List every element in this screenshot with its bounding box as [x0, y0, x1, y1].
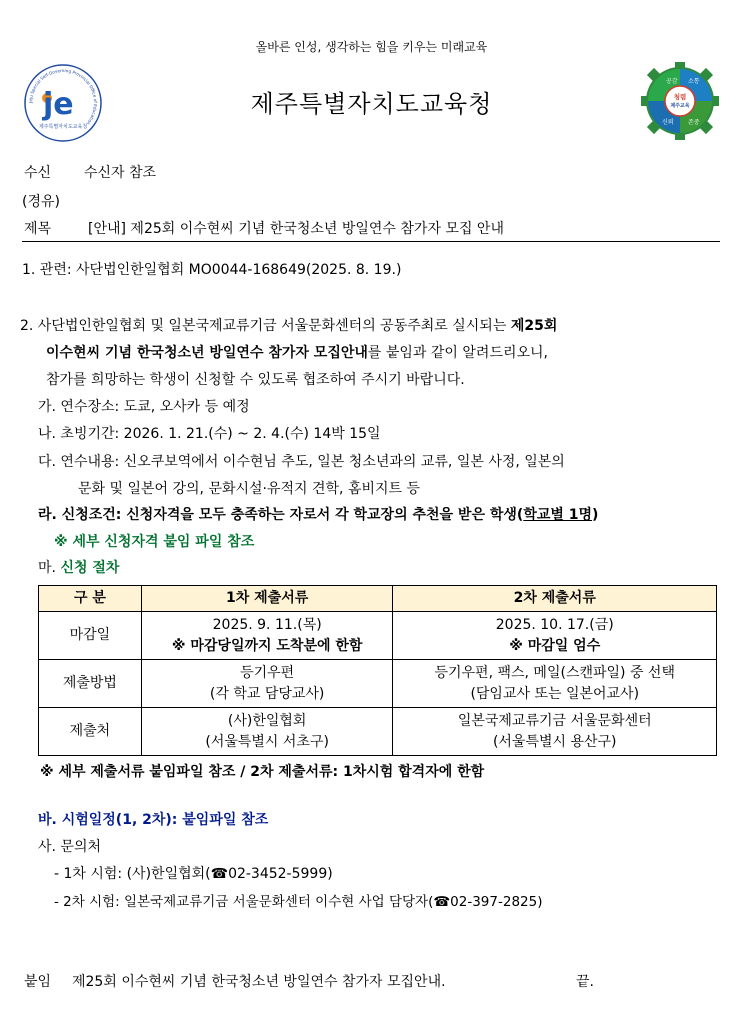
logo-caption: 제주특별자치도교육청: [38, 124, 88, 130]
cell-line: 등기우편: [240, 664, 295, 681]
contact-second-exam: [54, 890, 543, 910]
contact-second-close: ): [537, 894, 543, 910]
item-2-line-1-text: 2. 사단법인한일협회 및 일본국제교류기금 서울문화센터의 공동주최로 실시되는: [20, 318, 507, 334]
logo-segment-1: 공감: [666, 78, 678, 85]
cell-destination-second: [393, 708, 717, 756]
item-da-content-line-2: 문화 및 일본어 강의, 문화시설·유적지 견학, 홈비지트 등: [78, 481, 421, 497]
logo-segment-4: 존중: [688, 119, 700, 126]
logo-ring-text: Jeju Special Self-Governing Provincial Office of Education: [27, 67, 99, 126]
contact-second-phone[interactable]: 02-397-2825: [450, 894, 538, 910]
item-sa-contact: 사. 문의처: [38, 839, 101, 855]
item-ra-close: ): [592, 507, 599, 523]
right-logo: [640, 61, 720, 141]
item-ra-note: ※ 세부 신청자격 붙임 파일 참조: [54, 534, 255, 550]
item-2-line-1-bold: 제25회: [510, 318, 558, 334]
end-mark: 끝.: [576, 974, 594, 990]
item-2-line-3: 참가를 희망하는 학생이 신청할 수 있도록 협조하여 주시기 바랍니다.: [46, 372, 465, 388]
cell-line: 2025. 9. 11.(목): [212, 616, 322, 633]
row-label-deadline: 마감일: [39, 612, 142, 660]
table-row: [39, 660, 717, 708]
organization-name: 제주특별자치도교육청: [250, 90, 493, 118]
phone-icon: ☎: [210, 866, 229, 882]
submission-table: [38, 585, 717, 756]
logo-segment-3: 신뢰: [662, 119, 674, 126]
recipient-label: 수신: [24, 165, 52, 181]
table-header-first: 1차 제출서류: [141, 586, 393, 612]
recipient-value: 수신자 참조: [84, 165, 157, 181]
cell-line: 일본국제교류기금 서울문화센터: [457, 712, 652, 729]
logo-je-text: je: [43, 87, 74, 122]
cell-line: (서울특별시 용산구): [492, 733, 617, 750]
subject-value: [안내] 제25회 이수현씨 기념 한국청소년 방일연수 참가자 모집 안내: [88, 221, 504, 237]
slogan: 올바른 인성, 생각하는 힘을 키우는 미래교육: [255, 40, 488, 54]
table-row: [39, 612, 717, 660]
row-label-destination: 제출처: [39, 708, 142, 756]
item-da-content-line-1: 다. 연수내용: 신오쿠보역에서 이수현님 추도, 일본 청소년과의 교류, 일본 사정, 일본의: [38, 454, 565, 470]
cell-line: (담임교사 또는 일본어교사): [470, 685, 640, 702]
item-2-line-1: [20, 315, 557, 335]
item-ba-schedule: 바. 시험일정(1, 2차): 붙임파일 참조: [38, 812, 269, 828]
cell-line: 등기우편, 팩스, 메일(스캔파일) 중 선택: [434, 664, 675, 681]
cell-deadline-first: [141, 612, 393, 660]
cell-destination-first: [141, 708, 393, 756]
cell-line: 2025. 10. 17.(금): [495, 616, 614, 633]
logo-center-line1: 청렴: [673, 93, 687, 101]
contact-first-phone[interactable]: 02-3452-5999: [228, 866, 328, 882]
item-ma-prefix: 마.: [38, 560, 56, 576]
table-header-second: 2차 제출서류: [393, 586, 717, 612]
contact-first-exam: [54, 863, 333, 883]
table-header-category: 구 분: [39, 586, 142, 612]
contact-first-close: ): [327, 866, 333, 882]
cell-line: ※ 마감일 엄수: [509, 637, 601, 654]
contact-second-text: - 2차 시험: 일본국제교류기금 서울문화센터 이수현 사업 담당자(: [54, 894, 434, 910]
item-2-line-2: [46, 342, 548, 362]
item-ra-condition: [38, 504, 598, 524]
table-row: [39, 708, 717, 756]
cell-line: (서울특별시 서초구): [205, 733, 329, 750]
contact-first-text: - 1차 시험: (사)한일협회(: [54, 866, 211, 882]
cell-line: ※ 마감당일까지 도착분에 한함: [171, 637, 363, 654]
item-2-line-2-text: 를 붙임과 같이 알려드리오니,: [367, 345, 548, 361]
logo-segment-2: 소통: [688, 78, 700, 85]
subject-divider: [22, 241, 720, 242]
attachment-label: 붙임: [24, 974, 52, 990]
logo-center-line2: 제주교육: [670, 103, 690, 109]
cell-method-second: [393, 660, 717, 708]
item-1-related: 1. 관련: 사단법인한일협회 MO0044-168649(2025. 8. 19.): [22, 262, 402, 278]
table-header-row: [39, 586, 717, 612]
item-ma-label: 신청 절차: [60, 560, 120, 576]
row-label-method: 제출방법: [39, 660, 142, 708]
attachment-text: 제25회 이수현씨 기념 한국청소년 방일연수 참가자 모집안내.: [72, 974, 446, 990]
item-ra-underlined: 학교별 1명: [523, 507, 593, 523]
cell-line: (사)한일협회: [227, 712, 307, 729]
item-ra-text: 라. 신청조건: 신청자격을 모두 충족하는 자로서 각 학교장의 추천을 받은 학생(: [38, 507, 524, 523]
cell-line: (각 학교 담당교사): [209, 685, 325, 702]
item-ma-procedure: [38, 557, 119, 577]
item-ga-location: 가. 연수장소: 도쿄, 오사카 등 예정: [38, 399, 250, 415]
via-label: (경유): [22, 194, 60, 210]
cell-deadline-second: [393, 612, 717, 660]
integrity-gear-icon: [640, 61, 720, 141]
item-na-period: 나. 초빙기간: 2026. 1. 21.(수) ~ 2. 4.(수) 14박 15일: [38, 426, 381, 442]
cell-method-first: [141, 660, 393, 708]
phone-icon: ☎: [433, 894, 451, 910]
subject-label: 제목: [24, 221, 52, 237]
item-2-line-2-bold: 이수현씨 기념 한국청소년 방일연수 참가자 모집안내: [46, 345, 368, 361]
table-note: ※ 세부 제출서류 붙임파일 참조 / 2차 제출서류: 1차시험 합격자에 한함: [40, 764, 485, 780]
